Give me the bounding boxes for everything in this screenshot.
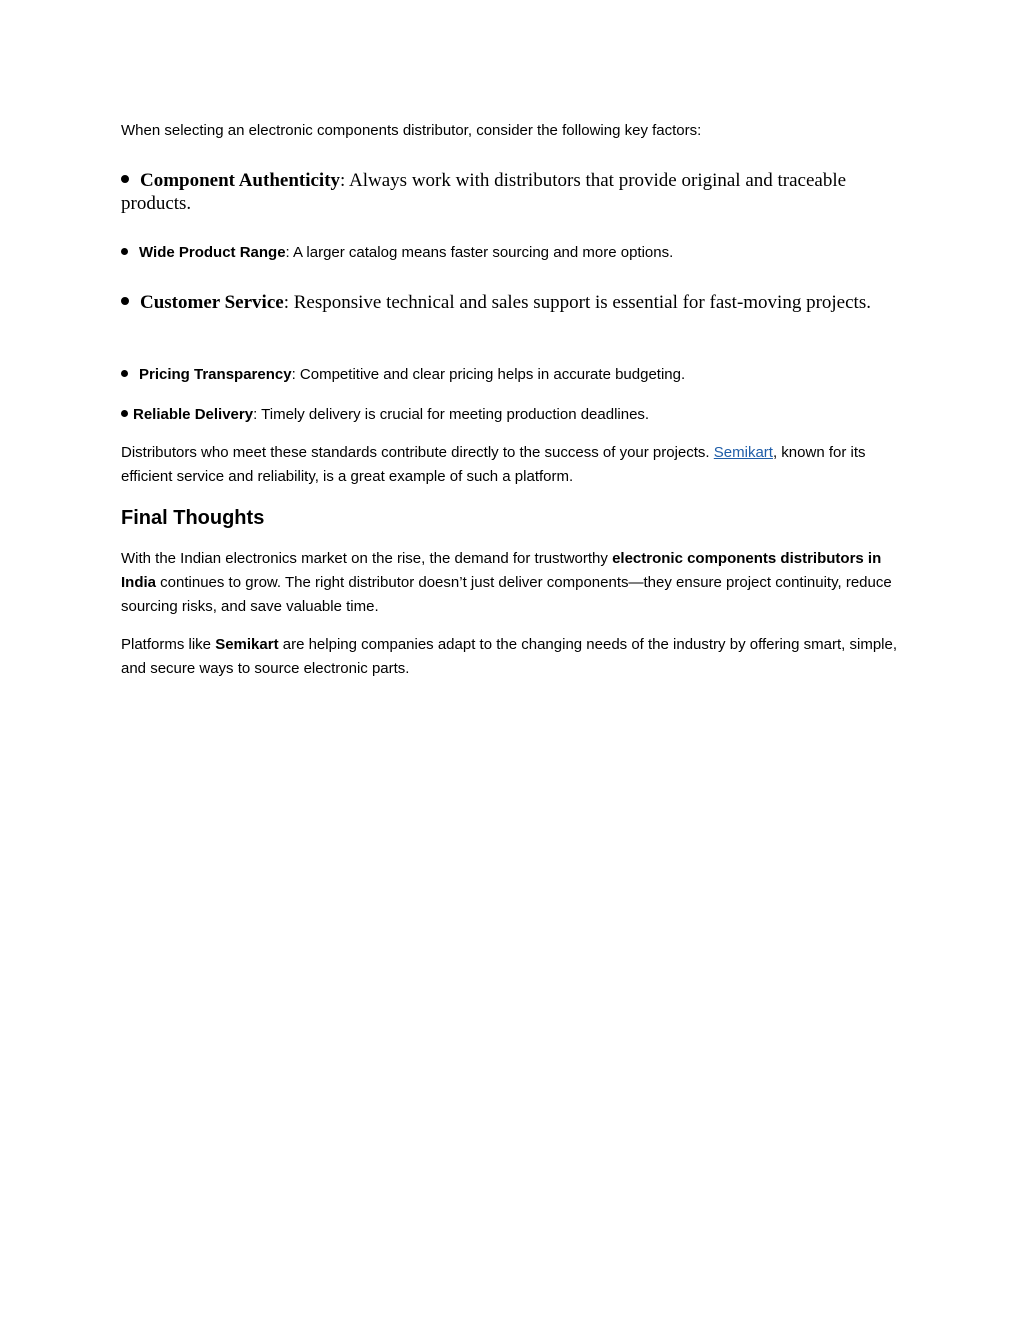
factor-term: Pricing Transparency — [139, 366, 292, 383]
factor-item-reliable-delivery: Reliable Delivery: Timely delivery is crucial for meeting production deadlines. — [121, 403, 901, 427]
bullet-icon — [121, 175, 129, 183]
factor-term: Reliable Delivery — [133, 406, 254, 423]
bullet-icon — [121, 248, 128, 255]
factor-item-customer-service: Customer Service: Responsive technical and sales support is essential for fast-moving projects. — [121, 291, 901, 314]
platforms-paragraph: Platforms like Semikart are helping companies adapt to the changing needs of the industry by offering smart, simple, and secure ways to source electronic parts. — [121, 636, 898, 677]
factor-item-pricing-transparency: Pricing Transparency: Competitive and clear pricing helps in accurate budgeting. — [121, 363, 901, 387]
factor-description: Responsive technical and sales support is essential for fast-moving projects. — [288, 292, 871, 313]
factor-description: A larger catalog means faster sourcing and more options. — [289, 244, 674, 261]
semikart-link[interactable]: Semikart — [713, 444, 773, 461]
factor-term: Component Authenticity — [140, 170, 341, 191]
factor-item-wide-product-range: Wide Product Range: A larger catalog means faster sourcing and more options. — [121, 241, 901, 265]
bold-phrase: electronic components distributors in India — [121, 550, 882, 591]
final-thoughts-paragraph: With the Indian electronics market on the rise, the demand for trustworthy electronic components distributors in India continues to grow. The right distributor doesn’t just deliver components—they ensure project continuity, reduce sourcing risks, and save valuable time. — [121, 550, 892, 615]
section-heading: Final Thoughts — [121, 507, 265, 529]
summary-paragraph: Distributors who meet these standards contribute directly to the success of your projects. Semikart, known for its efficient service and reliability, is a great example of such a platform. — [121, 444, 866, 485]
intro-paragraph: When selecting an electronic components distributor, consider the following key factors: — [121, 122, 702, 139]
bullet-icon — [121, 410, 128, 417]
bullet-icon — [121, 297, 129, 305]
bold-brand: Semikart — [215, 636, 279, 653]
bullet-icon — [121, 370, 128, 377]
factor-term: Customer Service — [140, 292, 284, 313]
factor-item-component-authenticity: Component Authenticity: Always work with distributors that provide original and traceable products. — [121, 170, 847, 214]
factor-description: Always work with distributors that provide original and traceable products. — [121, 170, 847, 214]
factor-description: Timely delivery is crucial for meeting production deadlines. — [257, 406, 650, 423]
factor-description: Competitive and clear pricing helps in accurate budgeting. — [295, 366, 686, 383]
factor-term: Wide Product Range — [139, 244, 286, 261]
